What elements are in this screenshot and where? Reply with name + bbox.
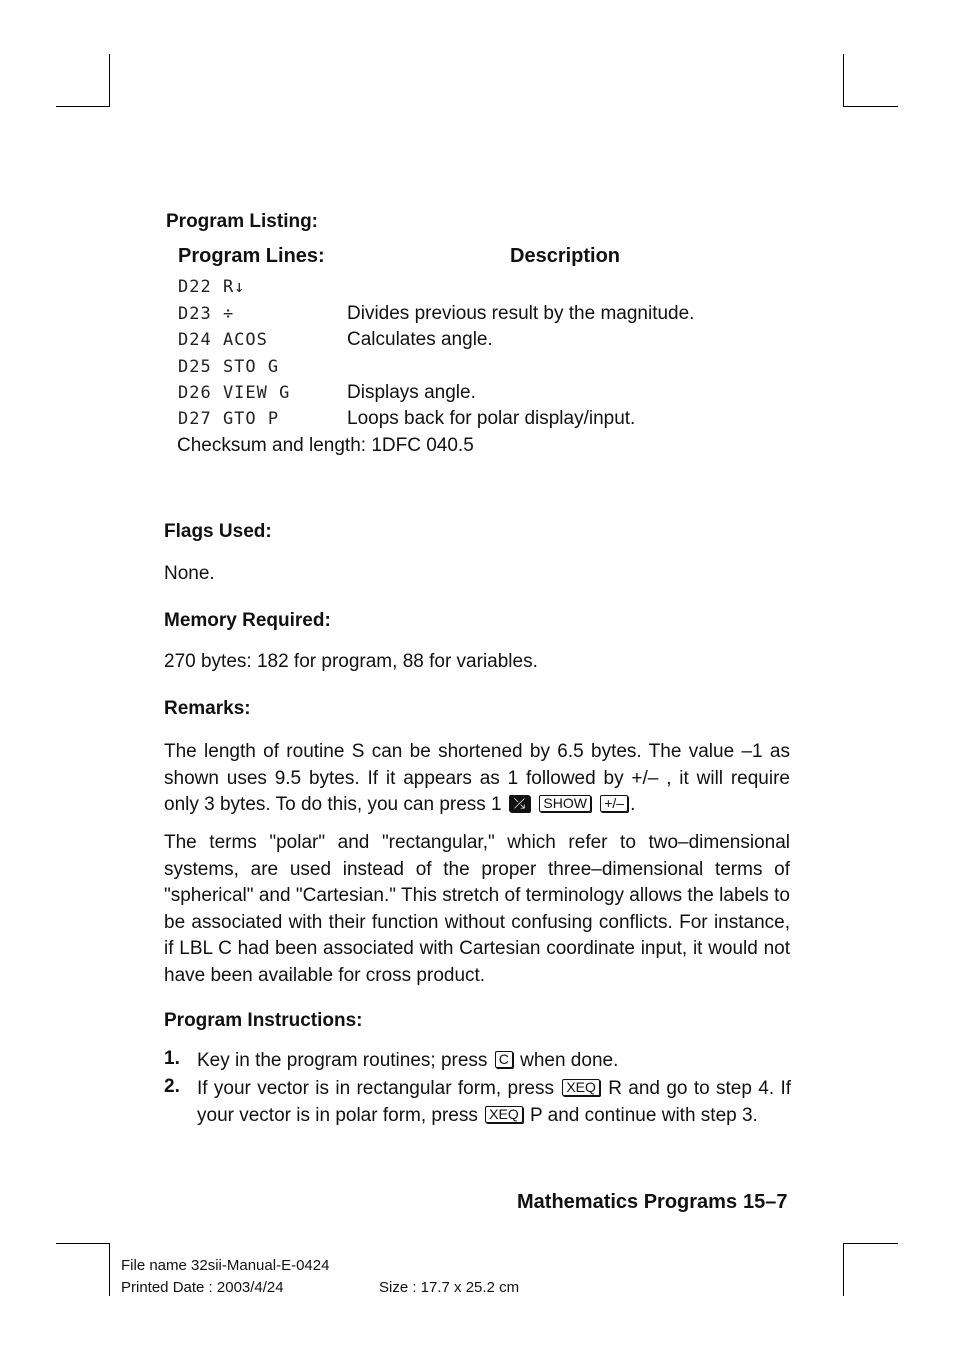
program-line-code: D25 STO G [178,357,280,377]
program-line-description: Divides previous result by the magnitude. [347,303,695,324]
file-name: File name 32sii-Manual-E-0424 [121,1257,330,1274]
remarks-heading: Remarks: [164,698,251,719]
program-line-code: D23 ÷ [178,304,235,324]
step-text [197,1075,791,1129]
step-number: 1. [164,1048,180,1069]
program-line-code: D27 GTO P [178,409,280,429]
xeq-key: XEQ [485,1106,523,1123]
program-line-description: Displays angle. [347,382,476,403]
crop-mark [843,106,898,107]
program-line-description: Loops back for polar display/input. [347,408,636,429]
show-key: SHOW [539,795,591,812]
flags-heading: Flags Used: [164,521,272,542]
remarks-paragraph-end: . [630,794,636,815]
program-line-code: D24 ACOS [178,330,268,350]
step-text-part: If your vector is in rectangular form, press [197,1078,554,1099]
description-header: Description [510,245,621,267]
step-text-part: when done. [520,1050,619,1071]
page-number: 15–7 [743,1191,788,1213]
memory-heading: Memory Required: [164,610,331,631]
crop-mark [843,1243,898,1244]
program-listing-heading: Program Listing: [166,211,319,232]
program-line-code: D22 R↓ [178,277,246,297]
program-line-code: D26 VIEW G [178,383,291,403]
step-text [197,1047,791,1074]
remarks-paragraph: The terms "polar" and "rectangular," which refer to two–dimensional systems, are used instead of the proper three–dimensional terms of "spherical" and "Cartesian." This stretch of terminology allows the labels to be associated with their function without confusing conflicts. For instance, if LBL C had been associated with Cartesian coordinate input, it would not have been available for cross product. [164,832,790,986]
instructions-heading: Program Instructions: [164,1010,363,1031]
step-text-part: R and go to step 4. If your vector is in polar form, press [197,1078,792,1126]
crop-mark [843,54,844,107]
step-text-part: P and continue with step 3. [530,1105,758,1126]
shift-key-icon: ⤰ [509,795,530,812]
step-text-part: Key in the program routines; press [197,1050,488,1071]
c-key: C [495,1051,513,1068]
crop-mark [843,1243,844,1296]
checksum-line: Checksum and length: 1DFC 040.5 [177,435,474,456]
crop-mark [56,1243,110,1244]
remarks-paragraph [164,739,790,819]
flags-text: None. [164,563,215,584]
remarks-paragraph-text: The length of routine S can be shortened by 6.5 bytes. The value –1 as shown uses 9.5 bytes. If it appears as 1 followed by +/– , it will require only 3 bytes. To do this, you can press 1 [164,741,790,815]
crop-mark [109,1243,110,1296]
crop-mark [109,54,110,107]
section-title: Mathematics Programs [517,1191,738,1213]
print-size: Size : 17.7 x 25.2 cm [379,1279,520,1296]
step-number: 2. [164,1076,180,1097]
memory-text: 270 bytes: 182 for program, 88 for variables. [164,651,538,672]
change-sign-key: +/– [600,795,628,812]
xeq-key: XEQ [562,1079,600,1096]
program-line-description: Calculates angle. [347,329,493,350]
crop-mark [56,106,110,107]
program-lines-header: Program Lines: [178,245,325,267]
printed-date: Printed Date : 2003/4/24 [121,1279,284,1296]
